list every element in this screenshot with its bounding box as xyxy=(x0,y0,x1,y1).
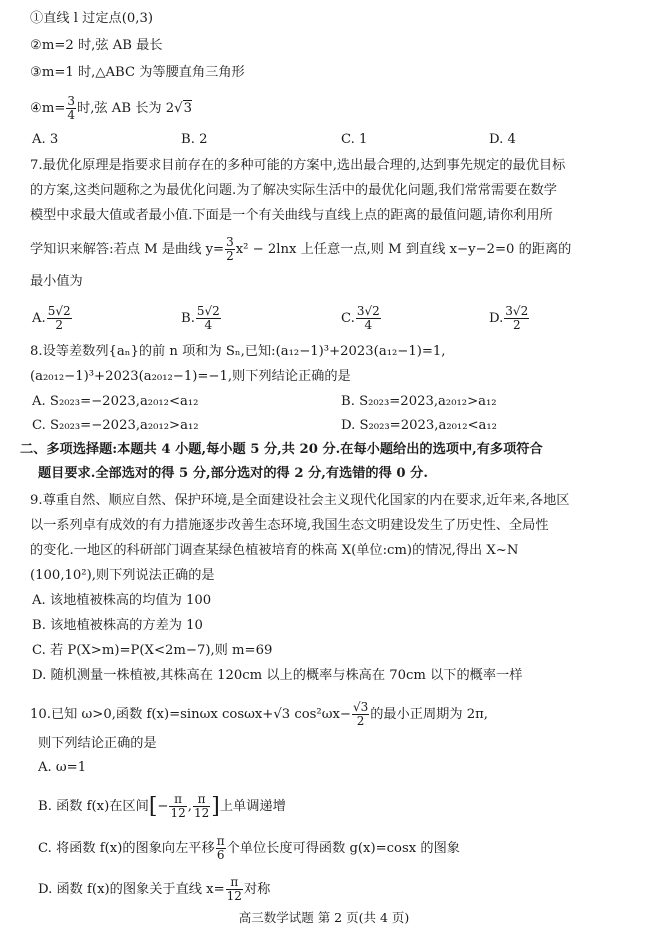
q6-item-1: ①直线 l 过定点(0,3) xyxy=(30,11,153,26)
q8-line-1: 8.设等差数列{aₙ}的前 n 项和为 Sₙ,已知:(a₁₂−1)³+2023(a₁₂−1)=1, xyxy=(30,344,446,359)
q6-item-2: ②m=2 时,弦 AB 最长 xyxy=(30,38,163,53)
q7-option-b: B. $\frac{5√2}{4}$ xyxy=(181,304,220,332)
q10-option-c: C. 将函数 f(x)的图象向左平移 $\frac{\pi}{6}$ 个单位长度可得函数 g(x)=cosx 的图象 xyxy=(38,834,460,862)
section-2-heading: 二、多项选择题:本题共 4 小题,每小题 5 分,共 20 分.在每小题给出的选项中,有多项符合 xyxy=(20,442,543,457)
q9-option-c: C. 若 P(X>m)=P(X<2m−7),则 m=69 xyxy=(32,643,273,658)
q7-option-d: D. $\frac{3√2}{2}$ xyxy=(489,304,529,332)
q9-option-d: D. 随机测量一株植被,其株高在 120cm 以上的概率与株高在 70cm 以下的概率一样 xyxy=(32,668,523,683)
q9-line-4: (100,10²),则下列说法正确的是 xyxy=(30,568,215,583)
q9-line-3: 的变化.一地区的科研部门调查某绿色植被培育的株高 X(单位:cm)的情况,得出 X~N xyxy=(30,543,519,558)
q9-option-b: B. 该地植被株高的方差为 10 xyxy=(32,618,203,633)
q7-line-2: 的方案,这类问题称之为最优化问题.为了解决实际生活中的最优化问题,我们常常需要在数学 xyxy=(30,183,557,198)
page-footer: 高三数学试题 第 2 页(共 4 页) xyxy=(238,910,410,925)
q10-option-b: B. 函数 f(x)在区间[− $\frac{\pi}{12}$ , $\frac{\pi}{12}$ ]上单调递增 xyxy=(38,792,286,820)
q10-line-2: 则下列结论正确的是 xyxy=(38,736,157,751)
q7-line-1: 7.最优化原理是指要求目前存在的多种可能的方案中,选出最合理的,达到事先规定的最优目标 xyxy=(30,158,566,173)
q6-option-c: C. 1 xyxy=(341,132,368,147)
q8-option-a: A. S₂₀₂₃=−2023,a₂₀₁₂<a₁₂ xyxy=(32,394,199,409)
q7-option-c: C. $\frac{3√2}{4}$ xyxy=(341,304,380,332)
q7-line-3: 模型中求最大值或者最小值.下面是一个有关曲线与直线上点的距离的最值问题,请你利用所 xyxy=(30,208,553,223)
q6-item-4: ④m= $\frac{3}{4}$ 时,弦 AB 长为 2√3 xyxy=(30,94,192,122)
q9-line-1: 9.尊重自然、顺应自然、保护环境,是全面建设社会主义现代化国家的内在要求,近年来,各地区 xyxy=(30,493,570,508)
q6-option-a: A. 3 xyxy=(32,132,59,147)
q10-option-d: D. 函数 f(x)的图象关于直线 x= $\frac{\pi}{12}$ 对称 xyxy=(38,875,271,903)
q7-line-4: 学知识来解答:若点 M 是曲线 y= $\frac{3}{2}$ x² − 2lnx 上任意一点,则 M 到直线 x−y−2=0 的距离的 xyxy=(30,235,572,263)
q8-line-2: (a₂₀₁₂−1)³+2023(a₂₀₁₂−1)=−1,则下列结论正确的是 xyxy=(30,369,351,384)
q9-line-2: 以一系列卓有成效的有力措施逐步改善生态环境,我国生态文明建设发生了历史性、全局性 xyxy=(30,518,549,533)
q8-option-b: B. S₂₀₂₃=2023,a₂₀₁₂>a₁₂ xyxy=(341,394,497,409)
q8-option-c: C. S₂₀₂₃=−2023,a₂₀₁₂>a₁₂ xyxy=(32,418,199,433)
q6-option-d: D. 4 xyxy=(489,132,516,147)
q9-option-a: A. 该地植被株高的均值为 100 xyxy=(32,593,212,608)
q10-line-1: 10.已知 ω>0,函数 f(x)=sinωx cosωx+√3 cos²ωx− $\frac{√3}{2}$ 的最小正周期为 2π, xyxy=(30,700,488,728)
q6-option-b: B. 2 xyxy=(181,132,208,147)
q7-option-a: A. $\frac{5√2}{2}$ xyxy=(32,304,71,332)
q7-line-5: 最小值为 xyxy=(30,274,83,289)
q10-option-a: A. ω=1 xyxy=(38,760,87,775)
q8-option-d: D. S₂₀₂₃=2023,a₂₀₁₂<a₁₂ xyxy=(341,418,497,433)
section-2-instructions: 题目要求.全部选对的得 5 分,部分选对的得 2 分,有选错的得 0 分. xyxy=(38,466,428,481)
q6-item-3: ③m=1 时,△ABC 为等腰直角三角形 xyxy=(30,65,245,80)
